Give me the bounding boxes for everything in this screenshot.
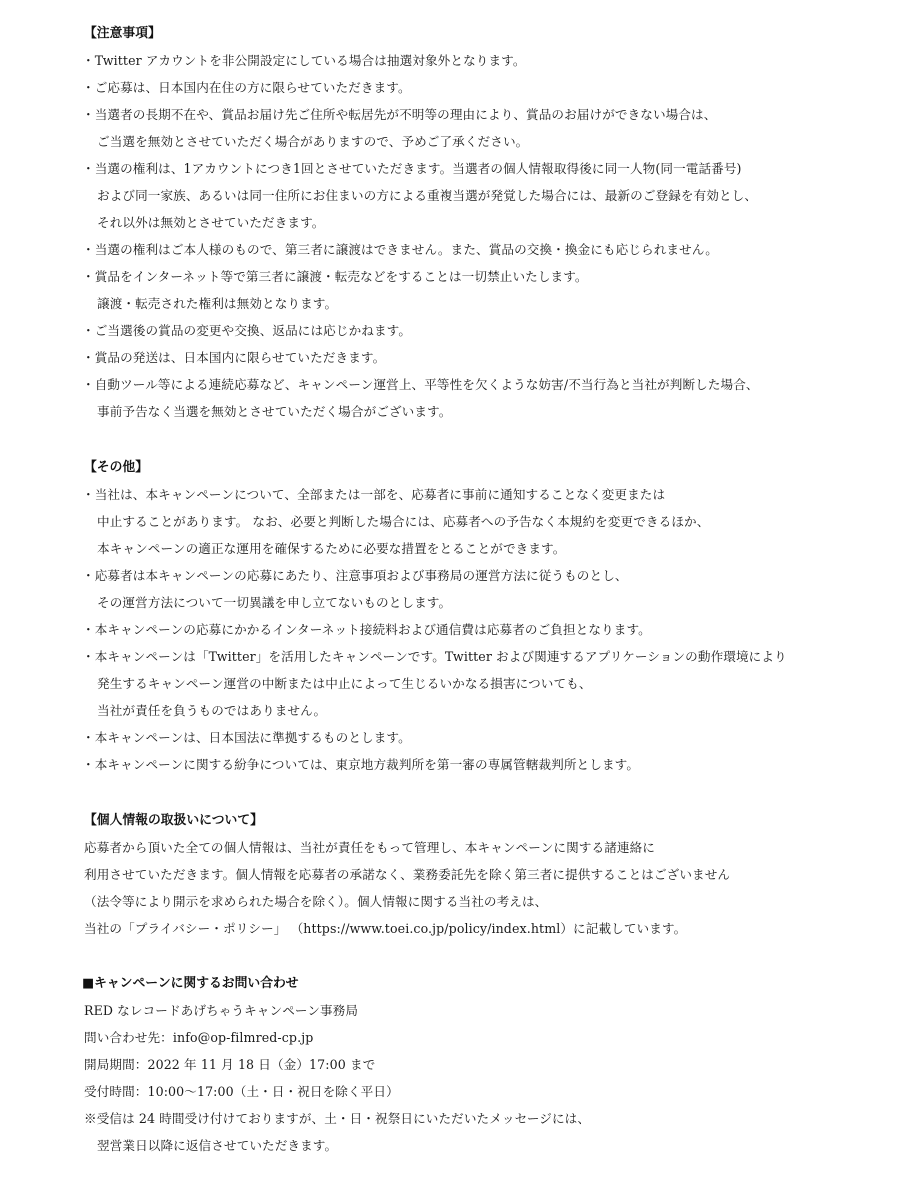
- notes-line: ・ご応募は、日本国内在住の方に限らせていただきます。: [82, 80, 411, 95]
- notes-line: および同一家族、あるいは同一住所にお住まいの方による重複当選が発覚した場合には、最新のご登録を有効とし、: [97, 188, 758, 203]
- other-line: ・応募者は本キャンペーンの応募にあたり、注意事項および事務局の運営方法に従うものとし、: [82, 568, 628, 583]
- other-line: 本キャンペーンの適正な運用を確保するために必要な措置をとることができます。: [97, 541, 566, 556]
- notes-line: それ以外は無効とさせていただきます。: [97, 215, 325, 230]
- other-line: その運営方法について一切異議を申し立てないものとします。: [97, 595, 452, 610]
- other-line: ・本キャンペーンは「Twitter」を活用したキャンペーンです。Twitter および関連するアプリケーションの動作環境により: [82, 649, 787, 664]
- other-line: ・当社は、本キャンペーンについて、全部または一部を、応募者に事前に通知することなく変更または: [82, 487, 666, 502]
- contact-note: ※受信は 24 時間受け付けておりますが、土・日・祝祭日にいただいたメッセージには、: [84, 1111, 591, 1126]
- contact-hours: 受付時間：10:00〜17:00（土・日・祝日を除く平日）: [84, 1084, 399, 1099]
- notes-line: ・自動ツール等による連続応募など、キャンペーン運営上、平等性を欠くような妨害/不当行為と当社が判断した場合、: [82, 377, 759, 392]
- other-line: ・本キャンペーンの応募にかかるインターネット接続料および通信費は応募者のご負担となります。: [82, 622, 651, 637]
- contact-email: 問い合わせ先：info@op-filmred-cp.jp: [84, 1030, 314, 1045]
- contact-note: 翌営業日以降に返信させていただきます。: [97, 1138, 338, 1153]
- privacy-line: 応募者から頂いた全ての個人情報は、当社が責任をもって管理し、本キャンペーンに関する諸連絡に: [84, 840, 655, 855]
- notes-line: ・賞品の発送は、日本国内に限らせていただきます。: [82, 350, 386, 365]
- privacy-heading: 【個人情報の取扱いについて】: [84, 813, 263, 828]
- notes-line: ・当選の権利はご本人様のもので、第三者に譲渡はできません。また、賞品の交換・換金にも応じられません。: [82, 242, 718, 257]
- contact-office: RED なレコードあげちゃうキャンペーン事務局: [84, 1003, 359, 1018]
- other-line: 当社が責任を負うものではありません。: [97, 703, 327, 718]
- notes-line: ・ご当選後の賞品の変更や交換、返品には応じかねます。: [82, 323, 412, 338]
- other-line: 発生するキャンペーン運営の中断または中止によって生じるいかなる損害についても、: [97, 676, 592, 691]
- notes-line: ・当選者の長期不在や、賞品お届け先ご住所や転居先が不明等の理由により、賞品のお届けができない場合は、: [82, 107, 717, 122]
- notes-line: ・Twitter アカウントを非公開設定にしている場合は抽選対象外となります。: [82, 53, 526, 68]
- contact-heading: ■キャンペーンに関するお問い合わせ: [82, 976, 299, 991]
- other-heading: 【その他】: [84, 460, 148, 475]
- notes-line: 譲渡・転売された権利は無効となります。: [97, 296, 338, 311]
- notes-heading: 【注意事項】: [84, 26, 161, 41]
- privacy-line: 当社の「プライバシー・ポリシー」 （https://www.toei.co.jp/policy/index.html）に記載しています。: [84, 921, 687, 936]
- other-line: 中止することがあります。 なお、必要と判断した場合には、応募者への予告なく本規約を変更できるほか、: [97, 514, 710, 529]
- privacy-line: （法令等により開示を求められた場合を除く）。個人情報に関する当社の考えは、: [84, 894, 548, 909]
- privacy-line: 利用させていただきます。個人情報を応募者の承諾なく、業務委託先を除く第三者に提供することはございません: [84, 867, 731, 882]
- notes-line: 事前予告なく当選を無効とさせていただく場合がございます。: [97, 404, 452, 419]
- other-line: ・本キャンペーンに関する紛争については、東京地方裁判所を第一審の専属管轄裁判所とします。: [82, 757, 640, 772]
- notes-line: ご当選を無効とさせていただく場合がありますので、予めご了承ください。: [97, 134, 529, 149]
- notes-line: ・賞品をインターネット等で第三者に譲渡・転売などをすることは一切禁止いたします。: [82, 269, 588, 284]
- contact-period: 開局期間：2022 年 11 月 18 日（金）17:00 まで: [84, 1057, 376, 1072]
- notes-line: ・当選の権利は、1アカウントにつき1回とさせていただきます。当選者の個人情報取得後に同一人物(同一電話番号): [82, 161, 742, 176]
- other-line: ・本キャンペーンは、日本国法に準拠するものとします。: [82, 730, 411, 745]
